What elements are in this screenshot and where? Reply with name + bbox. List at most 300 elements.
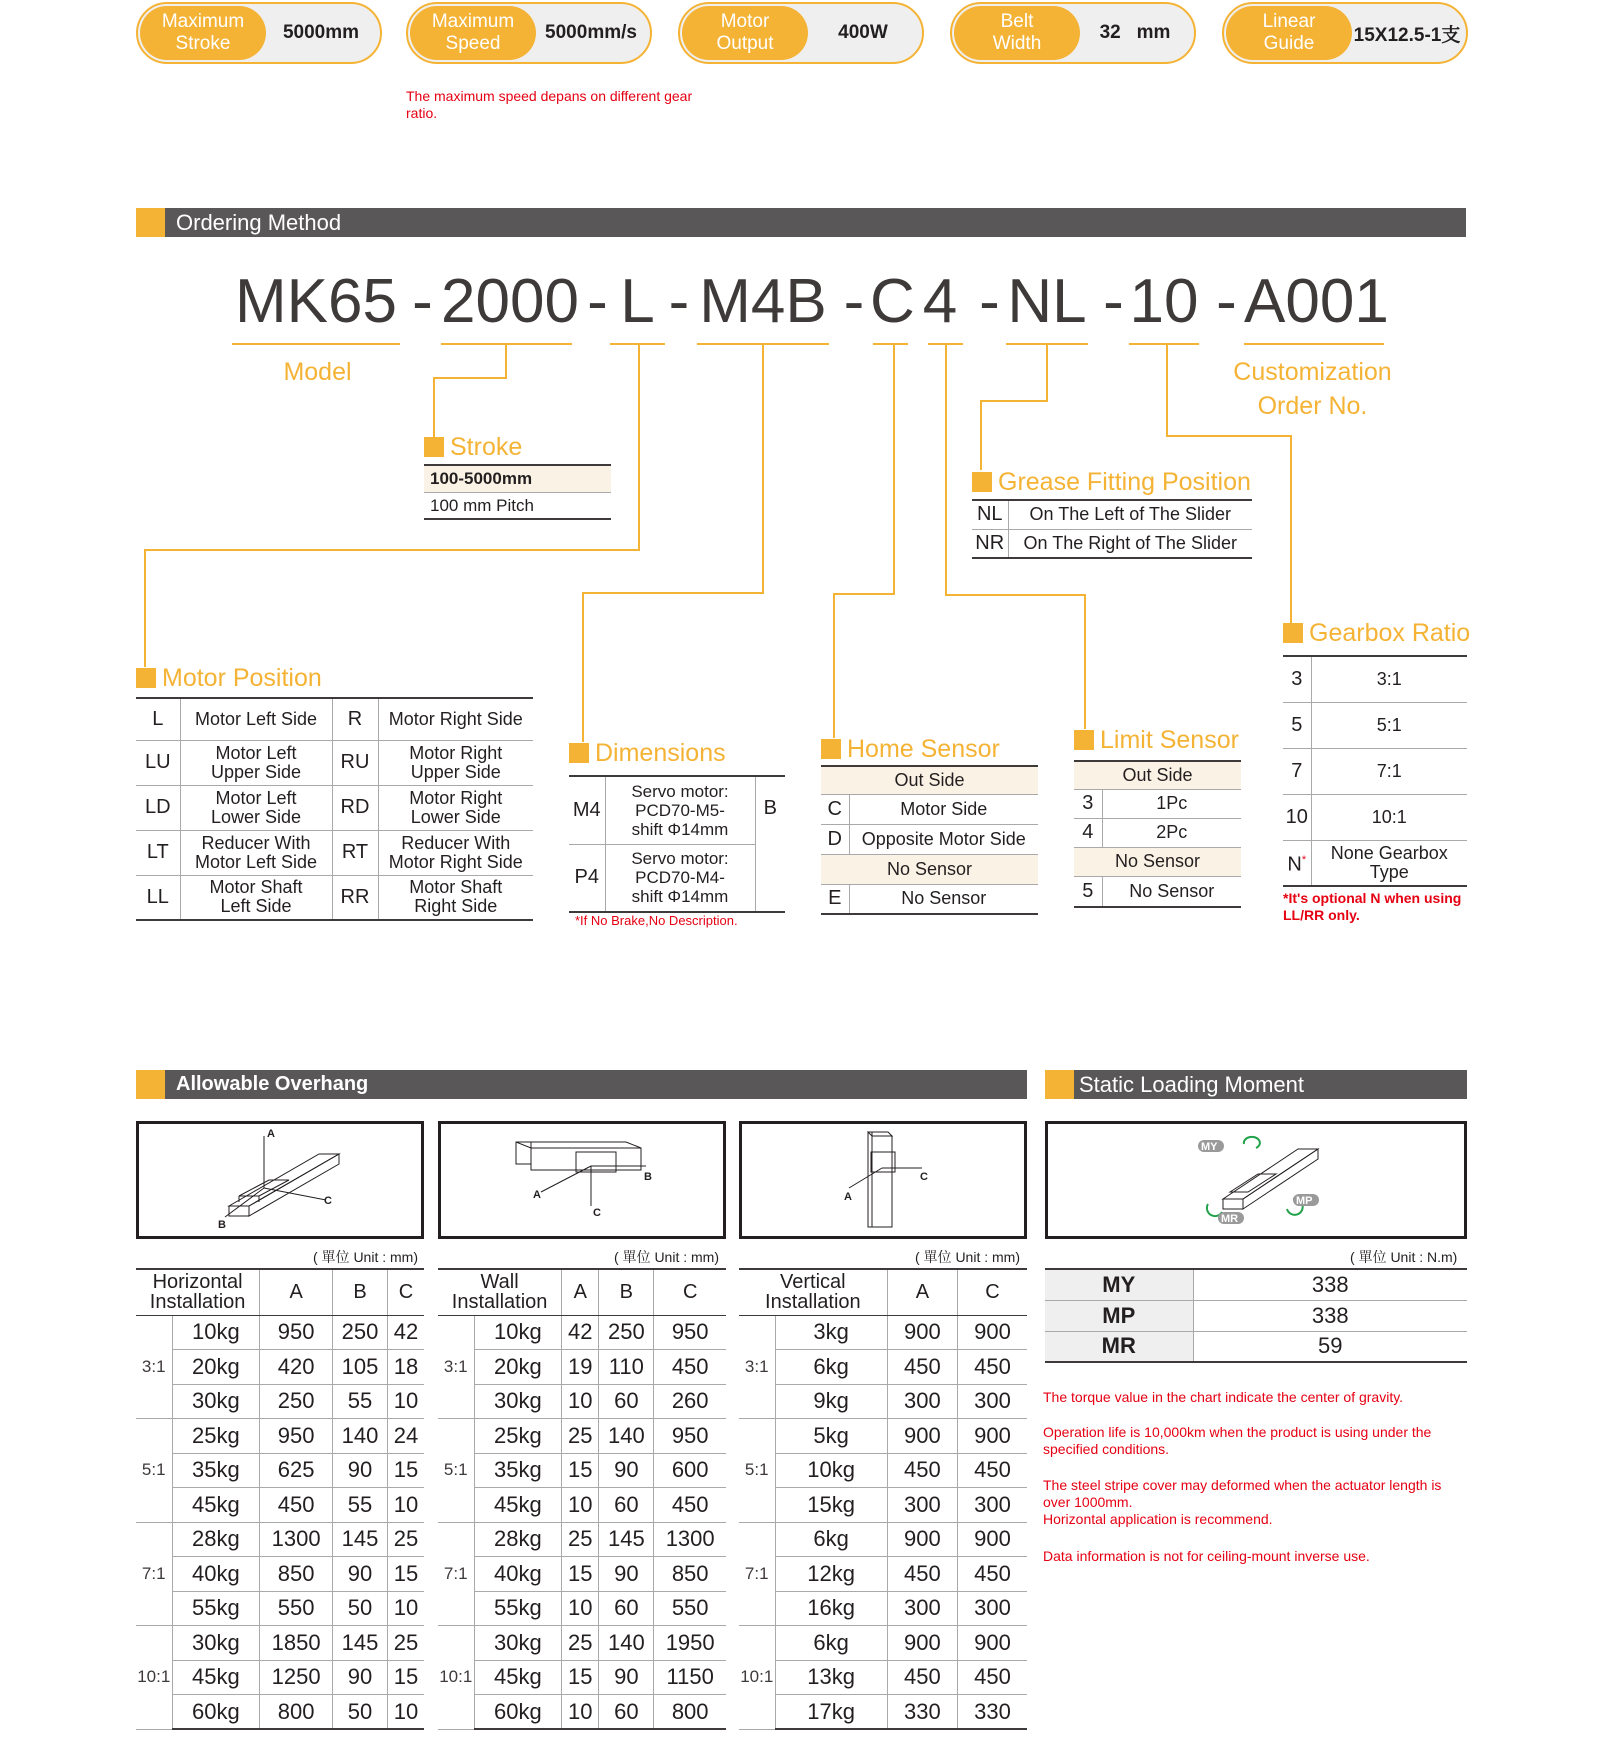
- overhang-value: 330: [887, 1695, 957, 1730]
- overhang-value: 90: [599, 1453, 654, 1488]
- overhang-value: 1300: [654, 1522, 726, 1557]
- moment-key: MY: [1045, 1269, 1193, 1300]
- overhang-value: 25: [388, 1522, 424, 1557]
- spec-pill: [406, 2, 652, 64]
- spec-value: 5000mm/s: [545, 22, 637, 43]
- overhang-value: 300: [887, 1591, 957, 1626]
- dimensions-table: [569, 775, 785, 913]
- limit-table: [1074, 760, 1241, 908]
- load-cell: 45kg: [474, 1660, 562, 1695]
- connector-line: [945, 343, 947, 596]
- load-cell: 9kg: [775, 1384, 887, 1419]
- grease-desc: On The Left of The Slider: [1008, 500, 1252, 529]
- section-marker: [136, 1070, 165, 1099]
- load-cell: 13kg: [775, 1660, 887, 1695]
- overhang-value: 15: [562, 1557, 599, 1592]
- grease-code: NL: [972, 500, 1008, 529]
- ratio-cell: 5:1: [739, 1419, 775, 1523]
- limit-nosensor: No Sensor: [1074, 847, 1241, 876]
- home-nosensor: No Sensor: [821, 854, 1038, 884]
- gear-n-mark: *: [1301, 853, 1307, 866]
- overhang-value: 330: [958, 1695, 1027, 1730]
- load-cell: 60kg: [172, 1695, 260, 1730]
- connector-line: [582, 592, 764, 594]
- overhang-value: 1250: [260, 1660, 333, 1695]
- overhang-value: 900: [958, 1315, 1027, 1350]
- dimensions-note: *If No Brake,No Description.: [575, 913, 738, 928]
- code-separator: -: [412, 267, 433, 336]
- section-marker: [1045, 1070, 1074, 1099]
- overhang-value: 800: [654, 1695, 726, 1730]
- stroke-heading: [424, 432, 522, 462]
- home-code: D: [821, 824, 849, 854]
- ratio-cell: 3:1: [136, 1315, 172, 1419]
- limit-code: 5: [1074, 876, 1102, 907]
- load-cell: 28kg: [172, 1522, 260, 1557]
- code-segment: 2000: [441, 267, 579, 336]
- section-marker: [136, 208, 165, 237]
- axis-header: B: [599, 1269, 654, 1315]
- overhang-value: 140: [333, 1419, 388, 1454]
- gear-code-n: [1283, 840, 1311, 886]
- spec-label: Belt Width: [954, 6, 1080, 60]
- connector-line: [980, 400, 1048, 402]
- gear-ratio: 3:1: [1311, 656, 1467, 702]
- load-cell: 6kg: [775, 1626, 887, 1661]
- motorpos-desc: Motor Shaft Right Side: [378, 875, 533, 920]
- overhang-value: 90: [599, 1557, 654, 1592]
- horizontal-actuator-icon: [139, 1124, 421, 1236]
- overhang-value: 300: [887, 1488, 957, 1523]
- overhang-value: 850: [260, 1557, 333, 1592]
- connector-line: [833, 593, 895, 595]
- overhang-value: 950: [260, 1315, 333, 1350]
- gear-code: 5: [1283, 702, 1311, 748]
- overhang-value: 450: [260, 1488, 333, 1523]
- home-desc: Opposite Motor Side: [849, 824, 1038, 854]
- motorpos-code: LT: [136, 830, 180, 875]
- motorpos-desc: Motor Left Side: [180, 698, 332, 740]
- overhang-value: 260: [654, 1384, 726, 1419]
- code-separator: -: [1103, 267, 1124, 336]
- gear-ratio: 7:1: [1311, 748, 1467, 794]
- overhang-value: 18: [388, 1350, 424, 1385]
- wall-overhang-table: [438, 1268, 726, 1730]
- load-cell: 10kg: [474, 1315, 562, 1350]
- install-header: Vertical Installation: [739, 1269, 887, 1315]
- overhang-value: 60: [599, 1591, 654, 1626]
- overhang-value: 105: [333, 1350, 388, 1385]
- overhang-bar: [136, 1070, 1027, 1099]
- moment-key: MP: [1045, 1300, 1193, 1331]
- motorpos-desc: Motor Left Upper Side: [180, 740, 332, 785]
- spec-value: 5000mm: [282, 22, 360, 43]
- unit-label: ( 單位 Unit : mm): [614, 1249, 719, 1265]
- connector-line: [1046, 343, 1048, 402]
- horizontal-overhang-table: [136, 1268, 424, 1730]
- gear-code: 10: [1283, 794, 1311, 840]
- motorpos-desc: Motor Shaft Left Side: [180, 875, 332, 920]
- overhang-value: 19: [562, 1350, 599, 1385]
- load-cell: 55kg: [172, 1591, 260, 1626]
- gear-ratio: 5:1: [1311, 702, 1467, 748]
- gear-ratio: 10:1: [1311, 794, 1467, 840]
- ratio-cell: 10:1: [438, 1626, 474, 1730]
- ratio-cell: 7:1: [438, 1522, 474, 1626]
- ratio-cell: 5:1: [438, 1419, 474, 1523]
- overhang-value: 15: [562, 1453, 599, 1488]
- overhang-value: 10: [388, 1591, 424, 1626]
- limit-desc: 1Pc: [1102, 789, 1241, 818]
- code-segment: 4: [922, 267, 958, 336]
- underline-custom: [1244, 343, 1384, 345]
- motorpos-code: LD: [136, 785, 180, 830]
- overhang-value: 450: [958, 1660, 1027, 1695]
- overhang-value: 300: [958, 1591, 1027, 1626]
- spec-pill: [1222, 2, 1468, 64]
- load-cell: 40kg: [474, 1557, 562, 1592]
- overhang-value: 450: [887, 1557, 957, 1592]
- dim-desc: Servo motor: PCD70-M5- shift Φ14mm: [605, 776, 755, 844]
- overhang-value: 50: [333, 1695, 388, 1730]
- spec-label: Maximum Speed: [410, 6, 536, 60]
- ratio-cell: 7:1: [136, 1522, 172, 1626]
- gear-none: None Gearbox Type: [1311, 840, 1467, 886]
- static-moment-figure: [1045, 1121, 1467, 1239]
- connector-line: [433, 377, 435, 437]
- motorpos-desc: Motor Left Lower Side: [180, 785, 332, 830]
- vertical-overhang-table: [739, 1268, 1027, 1730]
- ordering-method-bar: [136, 208, 1466, 237]
- connector-line: [144, 549, 146, 667]
- load-cell: 35kg: [172, 1453, 260, 1488]
- overhang-value: 60: [599, 1695, 654, 1730]
- overhang-value: 25: [388, 1626, 424, 1661]
- load-cell: 25kg: [474, 1419, 562, 1454]
- overhang-value: 900: [887, 1522, 957, 1557]
- load-cell: 16kg: [775, 1591, 887, 1626]
- spec-label: Motor Output: [682, 6, 808, 60]
- overhang-value: 10: [562, 1488, 599, 1523]
- overhang-value: 1150: [654, 1660, 726, 1695]
- heading-marker: [972, 472, 992, 492]
- load-cell: 10kg: [172, 1315, 260, 1350]
- load-cell: 45kg: [172, 1660, 260, 1695]
- home-table: [821, 765, 1038, 915]
- overhang-value: 450: [887, 1350, 957, 1385]
- vertical-actuator-icon: [742, 1124, 1024, 1236]
- grease-desc: On The Right of The Slider: [1008, 529, 1252, 558]
- overhang-value: 110: [599, 1350, 654, 1385]
- overhang-value: 10: [388, 1488, 424, 1523]
- motorpos-desc: Reducer With Motor Left Side: [180, 830, 332, 875]
- underline-gear: [1129, 343, 1199, 345]
- dim-code: P4: [569, 844, 605, 912]
- code-separator: -: [668, 267, 690, 336]
- overhang-value: 90: [599, 1660, 654, 1695]
- connector-line: [762, 343, 764, 594]
- axis-header: A: [887, 1269, 957, 1315]
- connector-line: [638, 343, 640, 551]
- overhang-value: 60: [599, 1488, 654, 1523]
- spec-value: 400W: [838, 22, 888, 43]
- load-cell: 30kg: [474, 1626, 562, 1661]
- static-note: Operation life is 10,000km when the product is using under the specified conditions.: [1043, 1424, 1432, 1457]
- load-cell: 60kg: [474, 1695, 562, 1730]
- overhang-value: 900: [887, 1419, 957, 1454]
- connector-line: [893, 343, 895, 595]
- grease-title: Grease Fitting Position: [998, 468, 1251, 496]
- spec-label: Linear Guide: [1226, 6, 1352, 60]
- overhang-value: 850: [654, 1557, 726, 1592]
- overhang-value: 450: [958, 1557, 1027, 1592]
- svg-text:C: C: [920, 1171, 928, 1183]
- motorpos-desc: Motor Right Upper Side: [378, 740, 533, 785]
- spec-label: Maximum Stroke: [140, 6, 266, 60]
- overhang-value: 450: [654, 1488, 726, 1523]
- code-segment: M4B: [699, 267, 827, 336]
- gear-code: 7: [1283, 748, 1311, 794]
- load-cell: 25kg: [172, 1419, 260, 1454]
- svg-text:MY: MY: [1201, 1141, 1218, 1153]
- overhang-value: 420: [260, 1350, 333, 1385]
- code-separator: -: [843, 267, 865, 336]
- overhang-value: 42: [388, 1315, 424, 1350]
- load-cell: 30kg: [172, 1626, 260, 1661]
- load-cell: 5kg: [775, 1419, 887, 1454]
- axis-header: C: [958, 1269, 1027, 1315]
- install-header: Wall Installation: [438, 1269, 562, 1315]
- static-note: The torque value in the chart indicate the center of gravity.: [1043, 1389, 1404, 1405]
- overhang-value: 60: [599, 1384, 654, 1419]
- moment-value: 338: [1193, 1269, 1467, 1300]
- home-heading: [821, 734, 1000, 764]
- grease-code: NR: [972, 529, 1008, 558]
- moment-diagram-icon: [1048, 1124, 1464, 1236]
- stroke-pitch: 100 mm Pitch: [424, 492, 611, 519]
- moment-value: 59: [1193, 1331, 1467, 1362]
- svg-text:C: C: [324, 1195, 332, 1207]
- load-cell: 20kg: [474, 1350, 562, 1385]
- code-separator: -: [979, 267, 1000, 336]
- stroke-table: [424, 464, 611, 520]
- load-cell: 45kg: [172, 1488, 260, 1523]
- limit-heading: [1074, 725, 1239, 755]
- svg-text:MR: MR: [1221, 1213, 1239, 1225]
- spec-pill: [136, 2, 382, 64]
- connector-line: [1084, 594, 1086, 729]
- limit-desc: No Sensor: [1102, 876, 1241, 907]
- overhang-value: 145: [333, 1522, 388, 1557]
- overhang-value: 950: [260, 1419, 333, 1454]
- grease-heading: [972, 467, 1251, 497]
- ratio-cell: 3:1: [438, 1315, 474, 1419]
- load-cell: 55kg: [474, 1591, 562, 1626]
- limit-desc: 2Pc: [1102, 818, 1241, 847]
- heading-marker: [1074, 730, 1094, 750]
- motorpos-desc: Motor Right Lower Side: [378, 785, 533, 830]
- unit-label: ( 單位 Unit : N.m): [1350, 1249, 1458, 1265]
- load-cell: 17kg: [775, 1695, 887, 1730]
- overhang-value: 250: [260, 1384, 333, 1419]
- svg-text:C: C: [593, 1207, 601, 1219]
- overhang-value: 800: [260, 1695, 333, 1730]
- wall-install-figure: [438, 1121, 726, 1239]
- overhang-value: 1300: [260, 1522, 333, 1557]
- connector-line: [433, 377, 507, 379]
- code-segment: NL: [1007, 267, 1087, 336]
- underline-model: [232, 343, 400, 345]
- connector-line: [1166, 343, 1168, 437]
- ratio-cell: 7:1: [739, 1522, 775, 1626]
- svg-text:B: B: [218, 1219, 226, 1231]
- moment-value: 338: [1193, 1300, 1467, 1331]
- dimensions-heading: [569, 738, 726, 768]
- overhang-value: 600: [654, 1453, 726, 1488]
- model-label: Model: [283, 358, 352, 386]
- axis-header: A: [260, 1269, 333, 1315]
- overhang-value: 950: [654, 1419, 726, 1454]
- load-cell: 28kg: [474, 1522, 562, 1557]
- ratio-cell: 5:1: [136, 1419, 172, 1523]
- overhang-value: 10: [562, 1591, 599, 1626]
- dim-code: M4: [569, 776, 605, 844]
- connector-line: [1290, 435, 1292, 623]
- overhang-value: 55: [333, 1488, 388, 1523]
- home-code: C: [821, 794, 849, 824]
- stroke-title: Stroke: [450, 433, 523, 461]
- home-title: Home Sensor: [847, 735, 1000, 763]
- axis-header: C: [654, 1269, 726, 1315]
- motorpos-desc: Motor Right Side: [378, 698, 533, 740]
- overhang-value: 250: [333, 1315, 388, 1350]
- overhang-value: 900: [958, 1626, 1027, 1661]
- svg-text:B: B: [644, 1171, 652, 1183]
- overhang-value: 550: [654, 1591, 726, 1626]
- overhang-value: 90: [333, 1660, 388, 1695]
- code-segment: L: [620, 267, 655, 336]
- overhang-value: 900: [887, 1626, 957, 1661]
- gearbox-heading: [1283, 618, 1470, 648]
- code-separator: -: [587, 267, 608, 336]
- overhang-value: 1950: [654, 1626, 726, 1661]
- motorpos-code: R: [332, 698, 378, 740]
- overhang-value: 10: [388, 1695, 424, 1730]
- code-segment: MK65: [235, 267, 397, 336]
- motorpos-code: RT: [332, 830, 378, 875]
- dimensions-title: Dimensions: [595, 739, 726, 767]
- overhang-value: 15: [388, 1557, 424, 1592]
- load-cell: 40kg: [172, 1557, 260, 1592]
- install-header: Horizontal Installation: [136, 1269, 260, 1315]
- motorpos-heading: [136, 663, 322, 693]
- ratio-cell: 3:1: [739, 1315, 775, 1419]
- overhang-value: 900: [958, 1522, 1027, 1557]
- overhang-value: 50: [333, 1591, 388, 1626]
- load-cell: 6kg: [775, 1350, 887, 1385]
- moment-key: MR: [1045, 1331, 1193, 1362]
- load-cell: 12kg: [775, 1557, 887, 1592]
- overhang-value: 900: [887, 1315, 957, 1350]
- overhang-value: 450: [654, 1350, 726, 1385]
- load-cell: 35kg: [474, 1453, 562, 1488]
- underline-home: [873, 343, 908, 345]
- overhang-value: 1850: [260, 1626, 333, 1661]
- home-desc: Motor Side: [849, 794, 1038, 824]
- gear-code: 3: [1283, 656, 1311, 702]
- overhang-value: 145: [599, 1522, 654, 1557]
- limit-title: Limit Sensor: [1100, 726, 1239, 754]
- overhang-value: 15: [388, 1453, 424, 1488]
- connector-line: [144, 549, 640, 551]
- overhang-value: 25: [562, 1419, 599, 1454]
- gearbox-note: *It's optional N when using LL/RR only.: [1283, 890, 1462, 923]
- overhang-value: 250: [599, 1315, 654, 1350]
- section-title: Static Loading Moment: [1079, 1072, 1305, 1097]
- connector-line: [582, 592, 584, 742]
- vertical-install-figure: [739, 1121, 1027, 1239]
- overhang-value: 24: [388, 1419, 424, 1454]
- spec-pill: [950, 2, 1196, 64]
- home-code: E: [821, 884, 849, 914]
- svg-text:A: A: [844, 1191, 852, 1203]
- custom-label: Customization Order No.: [1233, 358, 1392, 420]
- code-segment: 10: [1129, 267, 1199, 336]
- load-cell: 20kg: [172, 1350, 260, 1385]
- motorpos-code: RR: [332, 875, 378, 920]
- static-moment-table: [1045, 1268, 1467, 1363]
- motorpos-desc: Reducer With Motor Right Side: [378, 830, 533, 875]
- svg-text:A: A: [533, 1189, 541, 1201]
- spec-value: 32 mm: [1099, 22, 1171, 43]
- overhang-value: 550: [260, 1591, 333, 1626]
- heading-marker: [821, 739, 841, 759]
- code-segment: C: [870, 267, 915, 336]
- gearbox-title: Gearbox Ratio: [1309, 619, 1471, 647]
- svg-text:MP: MP: [1296, 1195, 1313, 1207]
- axis-header: C: [388, 1269, 424, 1315]
- connector-line: [1166, 435, 1292, 437]
- overhang-value: 42: [562, 1315, 599, 1350]
- heading-marker: [136, 668, 156, 688]
- unit-label: ( 單位 Unit : mm): [915, 1249, 1020, 1265]
- connector-line: [980, 400, 982, 470]
- code-segment: A001: [1244, 267, 1389, 336]
- load-cell: 6kg: [775, 1522, 887, 1557]
- overhang-value: 450: [887, 1660, 957, 1695]
- motorpos-code: LL: [136, 875, 180, 920]
- home-desc: No Sensor: [849, 884, 1038, 914]
- gear-n: N: [1287, 853, 1302, 876]
- dim-desc: Servo motor: PCD70-M4- shift Φ14mm: [605, 844, 755, 912]
- code-separator: -: [1216, 267, 1237, 336]
- overhang-value: 950: [654, 1315, 726, 1350]
- overhang-value: 300: [958, 1488, 1027, 1523]
- wall-actuator-icon: [441, 1124, 723, 1236]
- overhang-value: 140: [599, 1626, 654, 1661]
- motorpos-code: L: [136, 698, 180, 740]
- load-cell: 15kg: [775, 1488, 887, 1523]
- spec-pill: [678, 2, 924, 64]
- overhang-value: 10: [562, 1384, 599, 1419]
- overhang-value: 450: [958, 1453, 1027, 1488]
- overhang-value: 90: [333, 1557, 388, 1592]
- overhang-value: 10: [388, 1384, 424, 1419]
- ratio-cell: 10:1: [136, 1626, 172, 1730]
- motorpos-code: RD: [332, 785, 378, 830]
- static-note: The steel stripe cover may deformed when the actuator length is over 1000mm. Horizontal application is recommend.: [1043, 1477, 1442, 1527]
- overhang-value: 450: [958, 1350, 1027, 1385]
